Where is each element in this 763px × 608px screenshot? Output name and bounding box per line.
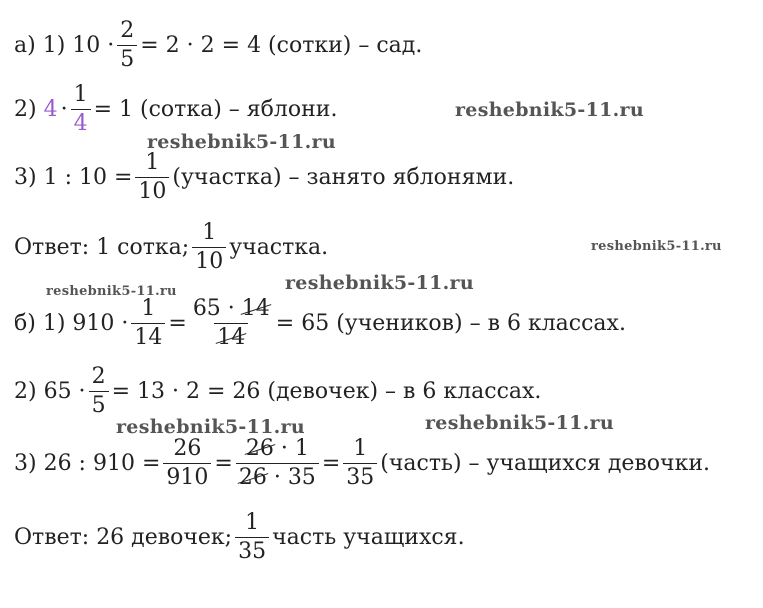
line-text: (участка) – занято яблонями.	[172, 165, 515, 190]
watermark: reshebnik5-11.ru	[147, 131, 336, 153]
line-text: = 1 (сотка) – яблони.	[93, 97, 338, 122]
numerator: 1	[73, 82, 88, 107]
numerator: 1	[202, 220, 217, 245]
solution-line-a1	[14, 20, 422, 71]
line-text: часть учащихся.	[272, 525, 465, 550]
line-text: 3) 1 : 10 =	[14, 165, 133, 190]
denominator	[214, 323, 248, 349]
fraction	[192, 222, 226, 273]
line-text: =	[214, 451, 233, 476]
factor: · 1	[280, 436, 309, 461]
numerator: 1	[245, 510, 260, 535]
denominator	[236, 463, 319, 489]
fraction	[117, 20, 137, 71]
fraction	[236, 438, 319, 489]
watermark: reshebnik5-11.ru	[46, 284, 177, 299]
line-text: 2)	[14, 97, 37, 122]
numerator: 2	[91, 364, 106, 389]
fraction	[131, 298, 165, 349]
numerator: 26	[173, 436, 202, 461]
line-text: (часть) – учащихся девочки.	[380, 451, 711, 476]
watermark: reshebnik5-11.ru	[425, 412, 614, 434]
line-text: Ответ: 26 девочек;	[14, 525, 233, 550]
answer-b	[14, 512, 465, 563]
numerator: 1	[141, 296, 156, 321]
line-text: 2) 65 ·	[14, 379, 86, 404]
denominator: 35	[235, 537, 269, 563]
denominator: 5	[89, 391, 109, 417]
numerator	[243, 438, 312, 463]
line-text: а) 1) 10 ·	[14, 33, 115, 58]
numerator: 2	[120, 18, 135, 43]
denominator: 10	[135, 177, 169, 203]
factor: 65 ·	[192, 296, 235, 321]
denominator: 14	[131, 323, 165, 349]
solution-line-b1	[14, 298, 626, 349]
line-text: =	[321, 451, 341, 476]
numerator	[190, 298, 273, 323]
watermark: reshebnik5-11.ru	[591, 239, 722, 254]
fraction	[343, 438, 377, 489]
fraction	[190, 298, 273, 349]
fraction	[89, 366, 109, 417]
line-text: б) 1) 910 ·	[14, 311, 129, 336]
solution-line-a2	[14, 84, 337, 135]
denominator: 35	[343, 463, 377, 489]
highlighted-number: 4	[43, 97, 58, 122]
cancelled-factor: 26	[245, 436, 274, 461]
fraction	[135, 152, 169, 203]
line-text: ·	[60, 97, 68, 122]
fraction	[235, 512, 269, 563]
denominator: 910	[163, 463, 211, 489]
denominator: 10	[192, 247, 226, 273]
line-text: = 13 · 2 = 26 (девочек) – в 6 классах.	[111, 379, 542, 404]
cancelled-factor: 26	[238, 465, 267, 490]
numerator: 1	[353, 436, 368, 461]
watermark: reshebnik5-11.ru	[455, 99, 644, 121]
denominator: 5	[117, 45, 137, 71]
solution-line-b2	[14, 366, 541, 417]
cancelled-factor: 14	[217, 325, 246, 350]
line-text: участка.	[229, 235, 329, 260]
line-text: Ответ: 1 сотка;	[14, 235, 190, 260]
watermark: reshebnik5-11.ru	[116, 416, 305, 438]
denominator: 4	[71, 109, 91, 135]
answer-a	[14, 222, 328, 273]
numerator: 1	[145, 150, 160, 175]
watermark: reshebnik5-11.ru	[285, 272, 474, 294]
fraction	[163, 438, 211, 489]
solution-line-b3	[14, 438, 710, 489]
line-text: 3) 26 : 910 =	[14, 451, 161, 476]
cancelled-factor: 14	[241, 296, 270, 321]
factor: · 35	[273, 465, 316, 490]
solution-line-a3	[14, 152, 514, 203]
line-text: =	[168, 311, 187, 336]
line-text: = 2 · 2 = 4 (сотки) – сад.	[140, 33, 423, 58]
line-text: = 65 (учеников) – в 6 классах.	[275, 311, 626, 336]
fraction	[71, 84, 91, 135]
